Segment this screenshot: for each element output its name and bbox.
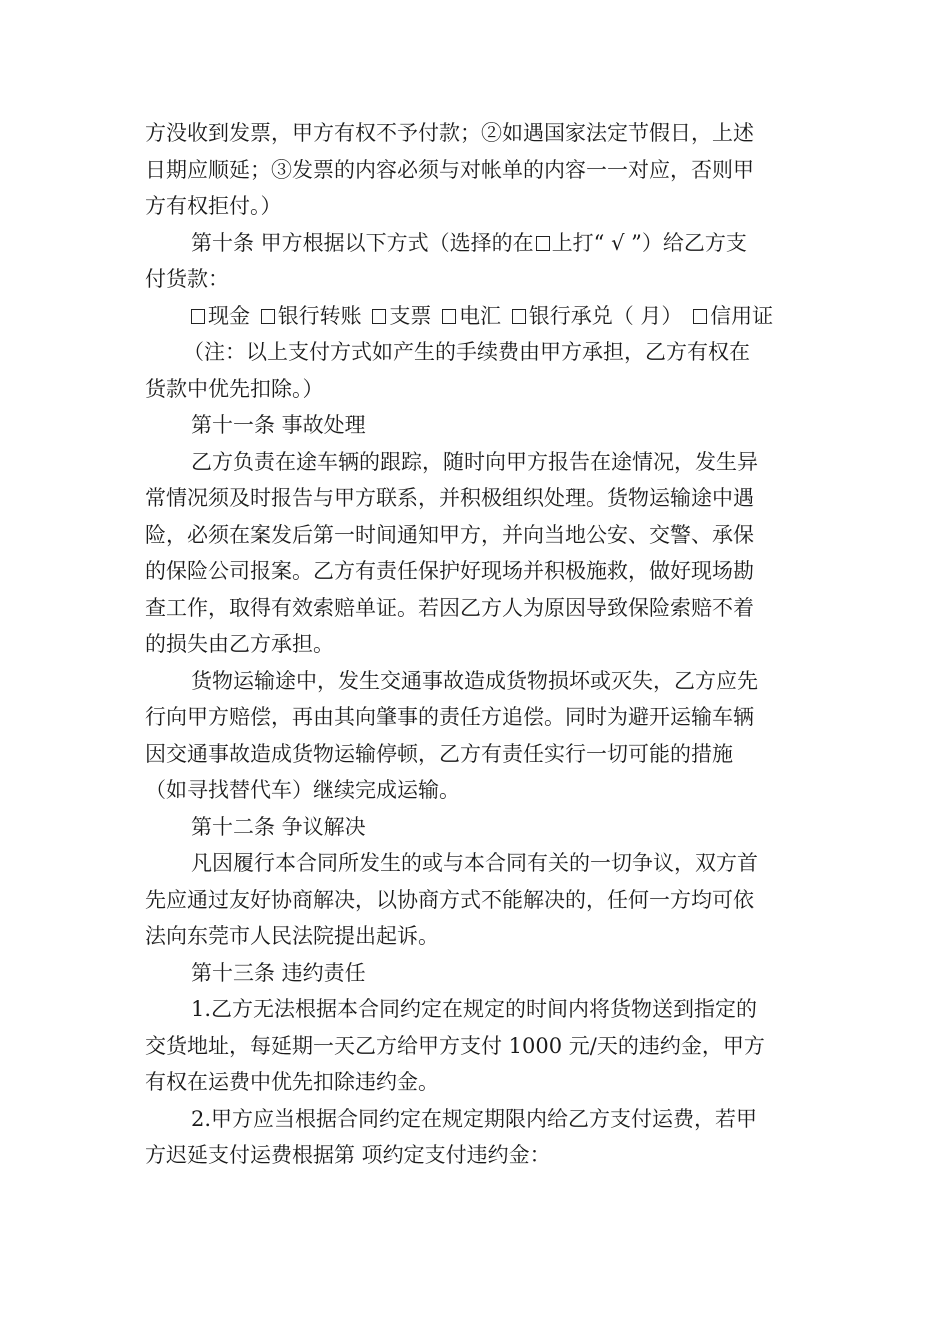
text-line: 险，必须在案发后第一时间通知甲方，并向当地公安、交警、承保 — [145, 522, 754, 547]
text-line: 有权在运费中优先扣除违约金。 — [145, 1070, 439, 1094]
heading-text: 第十三条 违约责任 — [191, 960, 366, 985]
option-label: 电汇 — [459, 303, 502, 328]
checkbox-icon — [191, 309, 205, 324]
payment-option-bank-acceptance[interactable] — [512, 304, 683, 328]
document-page — [145, 115, 807, 1174]
text-line: 方没收到发票，甲方有权不予付款；②如遇国家法定节假日，上述 — [145, 121, 754, 145]
article-10-line-1 — [145, 225, 807, 262]
option-label: 信用证 — [710, 303, 774, 328]
payment-options — [145, 298, 807, 335]
article-12-paragraph-1 — [145, 845, 807, 955]
text-line: 2.甲方应当根据合同约定在规定期限内给乙方支付运费，若甲 — [191, 1106, 758, 1131]
text-line: 因交通事故造成货物运输停顿，乙方有责任实行一切可能的措施 — [145, 741, 733, 766]
article-11-title — [145, 407, 807, 444]
checkbox-icon — [372, 309, 386, 324]
checkbox-icon — [512, 309, 526, 324]
article-13-clause-2 — [145, 1101, 807, 1174]
text-line: （如寻找替代车）继续完成运输。 — [145, 778, 460, 802]
text-line: 的损失由乙方承担。 — [145, 632, 334, 656]
article-11-paragraph-2 — [145, 663, 807, 809]
text-line: 查工作，取得有效索赔单证。若因乙方人为原因导致保险索赔不着 — [145, 595, 754, 620]
text-run: 上打“ √ ”）给乙方支 — [551, 230, 747, 255]
payment-option-cash[interactable] — [191, 304, 250, 328]
payment-option-letter-of-credit[interactable] — [693, 304, 773, 328]
checkbox-icon — [442, 309, 456, 324]
text-line: 日期应顺延；③发票的内容必须与对帐单的内容一一对应，否则甲 — [145, 157, 754, 182]
text-line: 乙方负责在途车辆的跟踪，随时向甲方报告在途情况，发生异 — [191, 449, 758, 474]
text-line: 方迟延支付运费根据第 项约定支付违约金： — [145, 1143, 551, 1167]
checkbox-icon — [536, 236, 550, 251]
text-line: 的保险公司报案。乙方有责任保护好现场并积极施救，做好现场勘 — [145, 559, 754, 583]
payment-option-bank-transfer[interactable] — [261, 304, 362, 328]
text-line: 货物运输途中，发生交通事故造成货物损坏或灭失，乙方应先 — [191, 668, 758, 693]
paragraph-invoice-terms — [145, 115, 807, 225]
heading-text: 第十一条 事故处理 — [191, 413, 366, 437]
text-line: 行向甲方赔偿，再由其向肇事的责任方追偿。同时为避开运输车辆 — [145, 705, 754, 729]
article-12-title — [145, 809, 807, 846]
option-label: 现金 — [208, 303, 250, 328]
article-13-clause-1 — [145, 991, 807, 1101]
option-label: 支票 — [389, 303, 432, 328]
option-label: 银行承兑（ 月） — [528, 303, 683, 328]
text-line: 交货地址，每延期一天乙方给甲方支付 1000 元/天的违约金，甲方 — [145, 1033, 765, 1058]
checkbox-icon — [693, 309, 707, 324]
heading-text: 第十二条 争议解决 — [191, 814, 366, 839]
text-line: 凡因履行本合同所发生的或与本合同有关的一切争议，双方首 — [191, 851, 758, 875]
checkbox-icon — [261, 309, 275, 324]
article-10 — [145, 225, 807, 298]
text-run: 第十条 甲方根据以下方式（选择的在 — [191, 230, 534, 255]
text-line: 法向东莞市人民法院提出起诉。 — [145, 924, 439, 948]
payment-option-cheque[interactable] — [372, 304, 431, 328]
text-line: （注：以上支付方式如产生的手续费由甲方承担，乙方有权在 — [183, 340, 750, 364]
article-13-title — [145, 955, 807, 992]
payment-note — [145, 334, 807, 407]
article-11-paragraph-1 — [145, 444, 807, 663]
text-line: 货款中优先扣除。） — [145, 376, 324, 401]
text-line: 方有权拒付。） — [145, 194, 282, 218]
text-line: 常情况须及时报告与甲方联系，并积极组织处理。货物运输途中遇 — [145, 486, 754, 510]
text-line: 先应通过友好协商解决，以协商方式不能解决的，任何一方均可依 — [145, 887, 754, 912]
text-line: 1.乙方无法根据本合同约定在规定的时间内将货物送到指定的 — [191, 997, 758, 1021]
option-label: 银行转账 — [277, 303, 362, 328]
article-10-line-2: 付货款： — [145, 267, 229, 291]
payment-option-wire[interactable] — [442, 304, 501, 328]
